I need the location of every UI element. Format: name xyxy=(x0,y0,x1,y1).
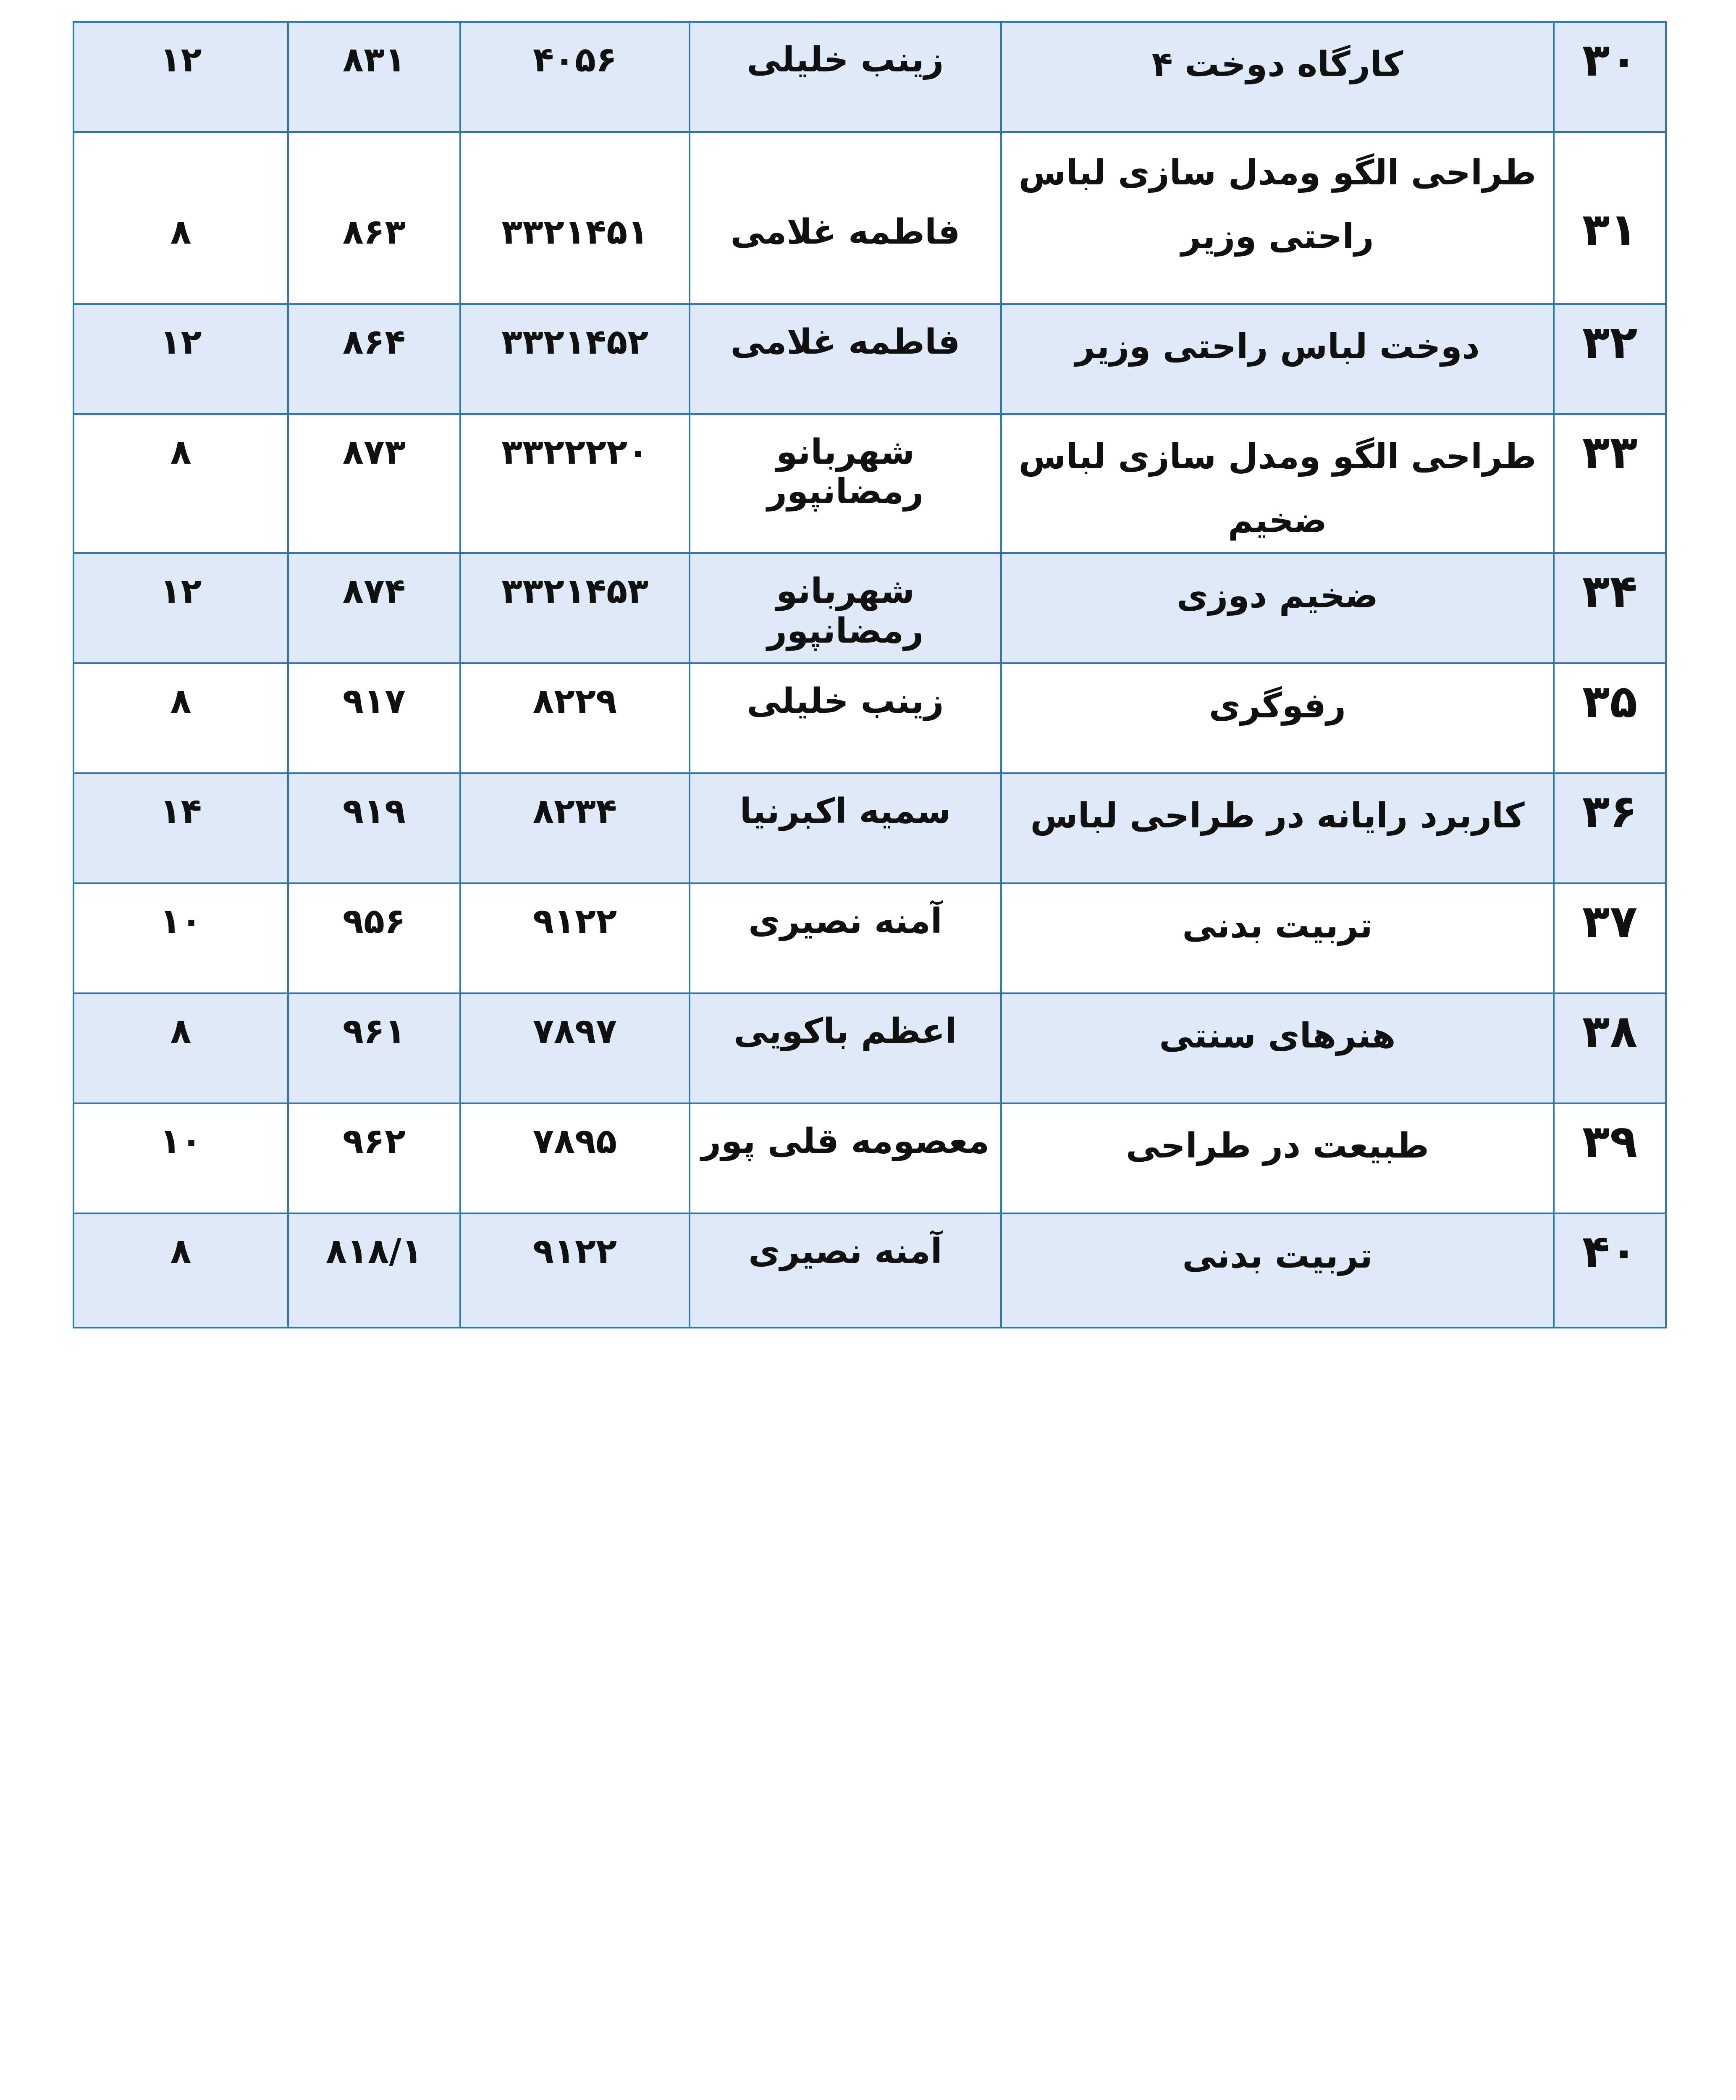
table-row xyxy=(73,883,1666,993)
class-number: ۸۶۴ xyxy=(342,322,406,362)
row-number-cell xyxy=(1554,993,1666,1103)
table-row xyxy=(73,993,1666,1103)
instructor-name: آمنه نصیری xyxy=(748,901,942,942)
row-number-cell xyxy=(1554,132,1666,304)
class-number: ۹۱۹ xyxy=(342,791,406,832)
instructor-name: زینب خلیلی xyxy=(747,40,944,80)
count-cell xyxy=(73,1103,288,1213)
instructor-cell xyxy=(690,1103,1001,1213)
row-number: ۳۷ xyxy=(1582,895,1638,948)
course-code-cell xyxy=(460,304,690,414)
class-number-cell xyxy=(288,132,460,304)
count-cell xyxy=(73,663,288,773)
table-row xyxy=(73,773,1666,883)
course-title-cell xyxy=(1001,773,1554,883)
row-number-cell xyxy=(1554,1103,1666,1213)
instructor-name: شهربانو رمضانپور xyxy=(767,571,924,651)
class-number-cell xyxy=(288,304,460,414)
count-value: ۱۲ xyxy=(160,322,202,362)
course-title-cell xyxy=(1001,883,1554,993)
row-number: ۳۵ xyxy=(1582,675,1638,728)
instructor-name: معصومه قلی پور xyxy=(701,1121,990,1162)
instructor-cell xyxy=(690,993,1001,1103)
row-number: ۳۳ xyxy=(1582,426,1638,479)
instructor-name: اعظم باکویی xyxy=(734,1011,957,1052)
course-code-cell xyxy=(460,883,690,993)
row-number-cell xyxy=(1554,663,1666,773)
count-cell xyxy=(73,304,288,414)
class-number: ۹۶۱ xyxy=(342,1011,406,1052)
count-cell xyxy=(73,1213,288,1328)
row-number-cell xyxy=(1554,22,1666,132)
class-number: ۸۷۳ xyxy=(342,432,406,472)
course-title: هنرهای سنتی xyxy=(1159,1016,1396,1056)
instructor-name: زینب خلیلی xyxy=(747,681,944,722)
course-title: طبیعت در طراحی xyxy=(1125,1126,1429,1166)
row-number-cell xyxy=(1554,304,1666,414)
class-number: ۹۱۷ xyxy=(342,681,406,722)
class-number-cell xyxy=(288,553,460,663)
class-number: ۸۳۱ xyxy=(342,40,406,80)
instructor-cell xyxy=(690,304,1001,414)
row-number: ۳۶ xyxy=(1582,785,1638,838)
course-code: ۸۲۳۴ xyxy=(532,791,617,832)
instructor-cell xyxy=(690,883,1001,993)
count-value: ۸ xyxy=(170,212,191,252)
class-number-cell xyxy=(288,773,460,883)
row-number: ۳۲ xyxy=(1582,316,1638,369)
class-number-cell xyxy=(288,993,460,1103)
table-row xyxy=(73,414,1666,553)
course-code-cell xyxy=(460,553,690,663)
course-code-cell xyxy=(460,1103,690,1213)
course-title: تربیت بدنی xyxy=(1182,1236,1373,1276)
course-title-cell xyxy=(1001,22,1554,132)
course-code: ۴۰۵۶ xyxy=(532,40,617,80)
instructor-name: شهربانو رمضانپور xyxy=(767,432,924,512)
row-number-cell xyxy=(1554,553,1666,663)
row-number: ۳۸ xyxy=(1582,1005,1638,1058)
row-number: ۳۹ xyxy=(1582,1116,1638,1168)
course-code: ۳۳۲۲۲۲۰ xyxy=(501,432,649,472)
course-code: ۳۳۲۱۴۵۳ xyxy=(501,571,649,612)
class-number: ۸۶۳ xyxy=(342,212,406,252)
course-title-cell xyxy=(1001,1213,1554,1328)
course-title: کاربرد رایانه در طراحی لباس xyxy=(1030,796,1525,836)
course-title-cell xyxy=(1001,1103,1554,1213)
count-value: ۸ xyxy=(170,1231,191,1272)
count-value: ۱۲ xyxy=(160,571,202,612)
row-number-cell xyxy=(1554,414,1666,553)
instructor-cell xyxy=(690,773,1001,883)
count-cell xyxy=(73,132,288,304)
instructor-cell xyxy=(690,663,1001,773)
count-value: ۱۰ xyxy=(160,901,202,942)
table-row xyxy=(73,553,1666,663)
instructor-name: آمنه نصیری xyxy=(748,1231,942,1272)
course-title: طراحی الگو ومدل سازی لباس ضخیم xyxy=(1018,437,1537,541)
instructor-cell xyxy=(690,132,1001,304)
class-number-cell xyxy=(288,663,460,773)
course-code-cell xyxy=(460,132,690,304)
row-number: ۳۱ xyxy=(1582,204,1638,256)
course-code-cell xyxy=(460,773,690,883)
count-value: ۱۲ xyxy=(160,40,202,80)
course-title: دوخت لباس راحتی وزیر xyxy=(1075,327,1480,367)
table-row xyxy=(73,1213,1666,1328)
row-number: ۳۰ xyxy=(1582,34,1638,87)
course-title-cell xyxy=(1001,132,1554,304)
course-title: طراحی الگو ومدل سازی لباس راحتی وزیر xyxy=(1018,153,1537,257)
course-title-cell xyxy=(1001,414,1554,553)
course-code: ۹۱۲۲ xyxy=(532,1231,617,1272)
instructor-cell xyxy=(690,553,1001,663)
count-cell xyxy=(73,22,288,132)
course-code-cell xyxy=(460,22,690,132)
course-code: ۷۸۹۷ xyxy=(532,1011,617,1052)
count-value: ۸ xyxy=(170,1011,191,1052)
course-code: ۷۸۹۵ xyxy=(532,1121,617,1162)
row-number: ۴۰ xyxy=(1582,1226,1638,1278)
course-code: ۳۳۲۱۴۵۱ xyxy=(501,212,649,252)
class-number: ۸۱۸/۱ xyxy=(325,1231,423,1272)
table-row xyxy=(73,304,1666,414)
course-title-cell xyxy=(1001,663,1554,773)
class-number: ۹۶۲ xyxy=(342,1121,406,1162)
table-row xyxy=(73,1103,1666,1213)
count-value: ۸ xyxy=(170,432,191,472)
row-number: ۳۴ xyxy=(1582,565,1638,618)
count-cell xyxy=(73,773,288,883)
row-number-cell xyxy=(1554,1213,1666,1328)
instructor-cell xyxy=(690,1213,1001,1328)
course-title: تربیت بدنی xyxy=(1182,906,1373,946)
instructor-cell xyxy=(690,414,1001,553)
row-number-cell xyxy=(1554,773,1666,883)
class-number-cell xyxy=(288,883,460,993)
class-number: ۸۷۴ xyxy=(342,571,406,612)
count-cell xyxy=(73,553,288,663)
class-number-cell xyxy=(288,414,460,553)
instructor-cell xyxy=(690,22,1001,132)
course-code-cell xyxy=(460,663,690,773)
course-title-cell xyxy=(1001,304,1554,414)
class-number: ۹۵۶ xyxy=(342,901,406,942)
course-schedule-table xyxy=(73,21,1667,1328)
course-title-cell xyxy=(1001,993,1554,1103)
course-code-cell xyxy=(460,993,690,1103)
count-cell xyxy=(73,414,288,553)
course-code-cell xyxy=(460,1213,690,1328)
course-code: ۹۱۲۲ xyxy=(532,901,617,942)
count-cell xyxy=(73,883,288,993)
count-value: ۸ xyxy=(170,681,191,722)
instructor-name: فاطمه غلامی xyxy=(730,322,960,362)
class-number-cell xyxy=(288,1103,460,1213)
class-number-cell xyxy=(288,1213,460,1328)
course-code: ۸۲۲۹ xyxy=(532,681,617,722)
class-number-cell xyxy=(288,22,460,132)
table-row xyxy=(73,22,1666,132)
count-cell xyxy=(73,993,288,1103)
count-value: ۱۴ xyxy=(160,791,202,832)
course-title-cell xyxy=(1001,553,1554,663)
course-title: کارگاه دوخت ۴ xyxy=(1151,45,1403,84)
table-row xyxy=(73,132,1666,304)
instructor-name: فاطمه غلامی xyxy=(730,212,960,252)
course-code-cell xyxy=(460,414,690,553)
course-code: ۳۳۲۱۴۵۲ xyxy=(501,322,649,362)
table-row xyxy=(73,663,1666,773)
instructor-name: سمیه اکبرنیا xyxy=(740,791,951,832)
course-title: رفوگری xyxy=(1209,686,1346,726)
row-number-cell xyxy=(1554,883,1666,993)
count-value: ۱۰ xyxy=(160,1121,202,1162)
course-title: ضخیم دوزی xyxy=(1176,576,1379,616)
